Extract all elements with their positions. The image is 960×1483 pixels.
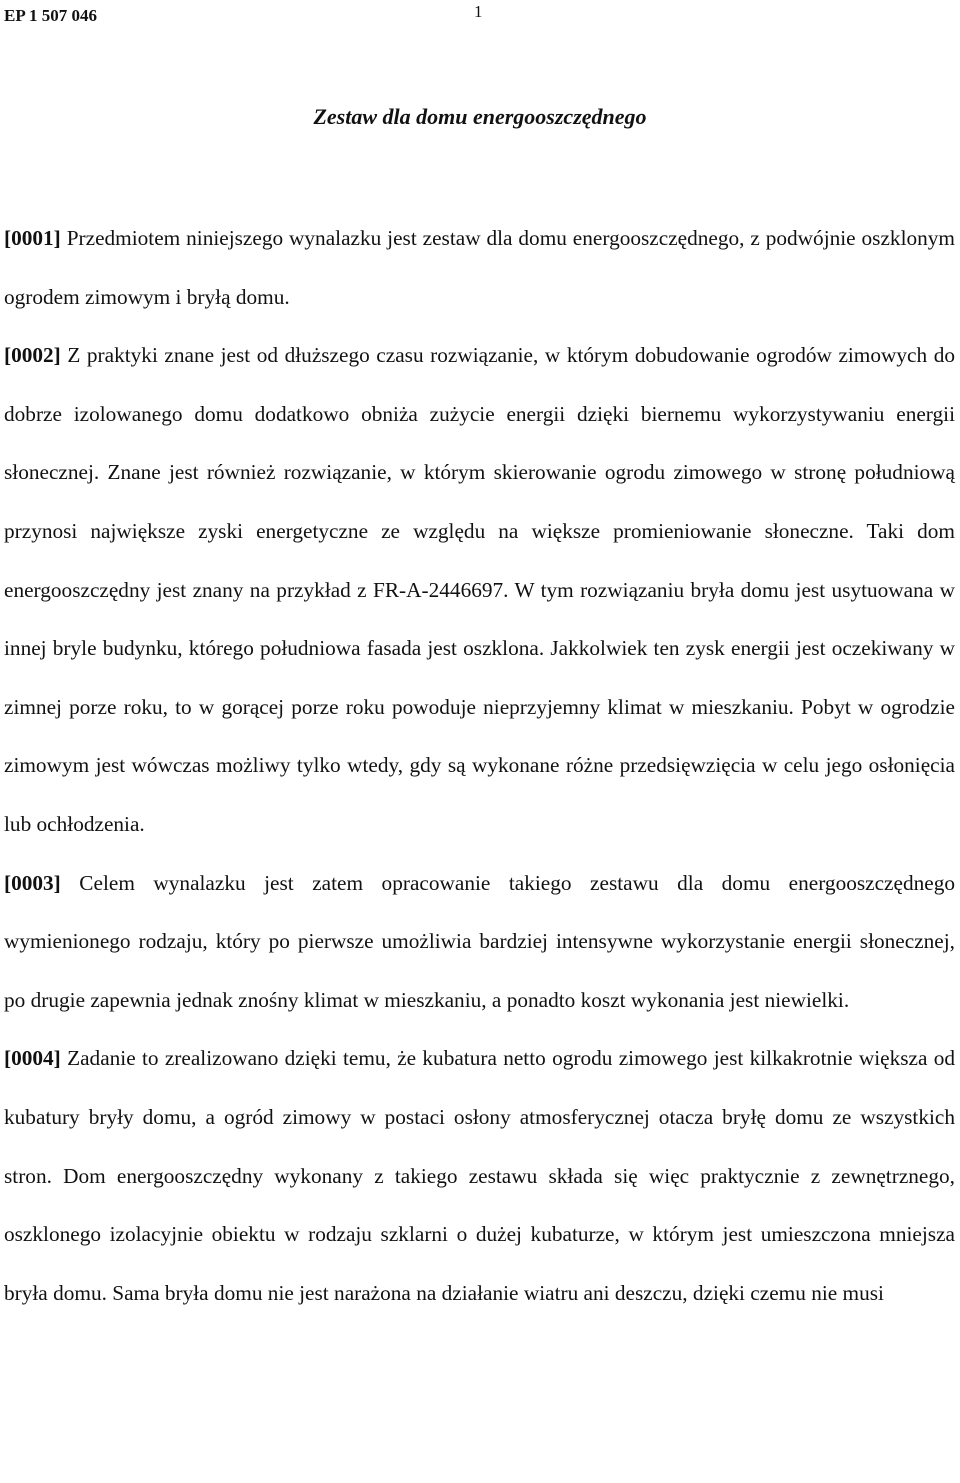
paragraph-0004	[4, 1029, 955, 1322]
paragraph-text: Przedmiotem niniejszego wynalazku jest zestaw dla domu energooszczędnego, z podwójnie oszklonym ogrodem zimowym i bryłą domu.	[4, 226, 955, 309]
paragraph-0003	[4, 854, 955, 1030]
paragraph-text: Celem wynalazku jest zatem opracowanie takiego zestawu dla domu energooszczędnego wymienionego rodzaju, który po pierwsze umożliwia bardziej intensywne wykorzystanie energii słonecznej, po drugie zapewnia jednak znośny klimat w mieszkaniu, a ponadto koszt wykonania jest niewielki.	[4, 870, 956, 1012]
document-body	[4, 209, 955, 1322]
paragraph-0002	[4, 326, 955, 853]
paragraph-number: [0003]	[4, 870, 61, 895]
paragraph-number: [0004]	[4, 1046, 61, 1071]
document-title: Zestaw dla domu energooszczędnego	[313, 104, 647, 129]
paragraph-number: [0001]	[4, 226, 61, 250]
patent-number: EP 1 507 046	[4, 6, 98, 25]
paragraph-0001	[4, 209, 955, 326]
paragraph-text: Zadanie to zrealizowano dzięki temu, że kubatura netto ogrodu zimowego jest kilkakrotnie większa od kubatury bryły domu, a ogród zimowy w postaci osłony atmosferycznej otacza bryłę domu ze wszystkich stron. Dom energooszczędny wykonany z takiego zestawu składa się więc praktycznie z zewnętrznego, oszklonego izolacyjnie obiektu w rodzaju szklarni o dużej kubaturze, w którym jest umieszczona mniejsza bryła domu. Sama bryła domu nie jest narażona na działanie wiatru ani deszczu, dzięki czemu nie musi	[4, 1046, 956, 1305]
paragraph-text: Z praktyki znane jest od dłuższego czasu rozwiązanie, w którym dobudowanie ogrodów zimowych do dobrze izolowanego domu dodatkowo obniża zużycie energii dzięki biernemu wykorzystywaniu energii słonecznej. Znane jest również rozwiązanie, w którym skierowanie ogrodu zimowego w stronę południową przynosi największe zyski energetyczne ze względu na większe promieniowanie słoneczne. Taki dom energooszczędny jest znany na przykład z FR-A-2446697. W tym rozwiązaniu bryła domu jest usytuowana w innej bryle budynku, którego południowa fasada jest oszklona. Jakkolwiek ten zysk energii jest oczekiwany w zimnej porze roku, to w gorącej porze roku powoduje nieprzyjemny klimat w mieszkaniu. Pobyt w ogrodzie zimowym jest wówczas możliwy tylko wtedy, gdy są wykonane różne przedsięwzięcia w celu jego osłonięcia lub ochłodzenia.	[4, 343, 956, 836]
paragraph-number: [0002]	[4, 343, 61, 368]
page-number: 1	[474, 2, 483, 21]
